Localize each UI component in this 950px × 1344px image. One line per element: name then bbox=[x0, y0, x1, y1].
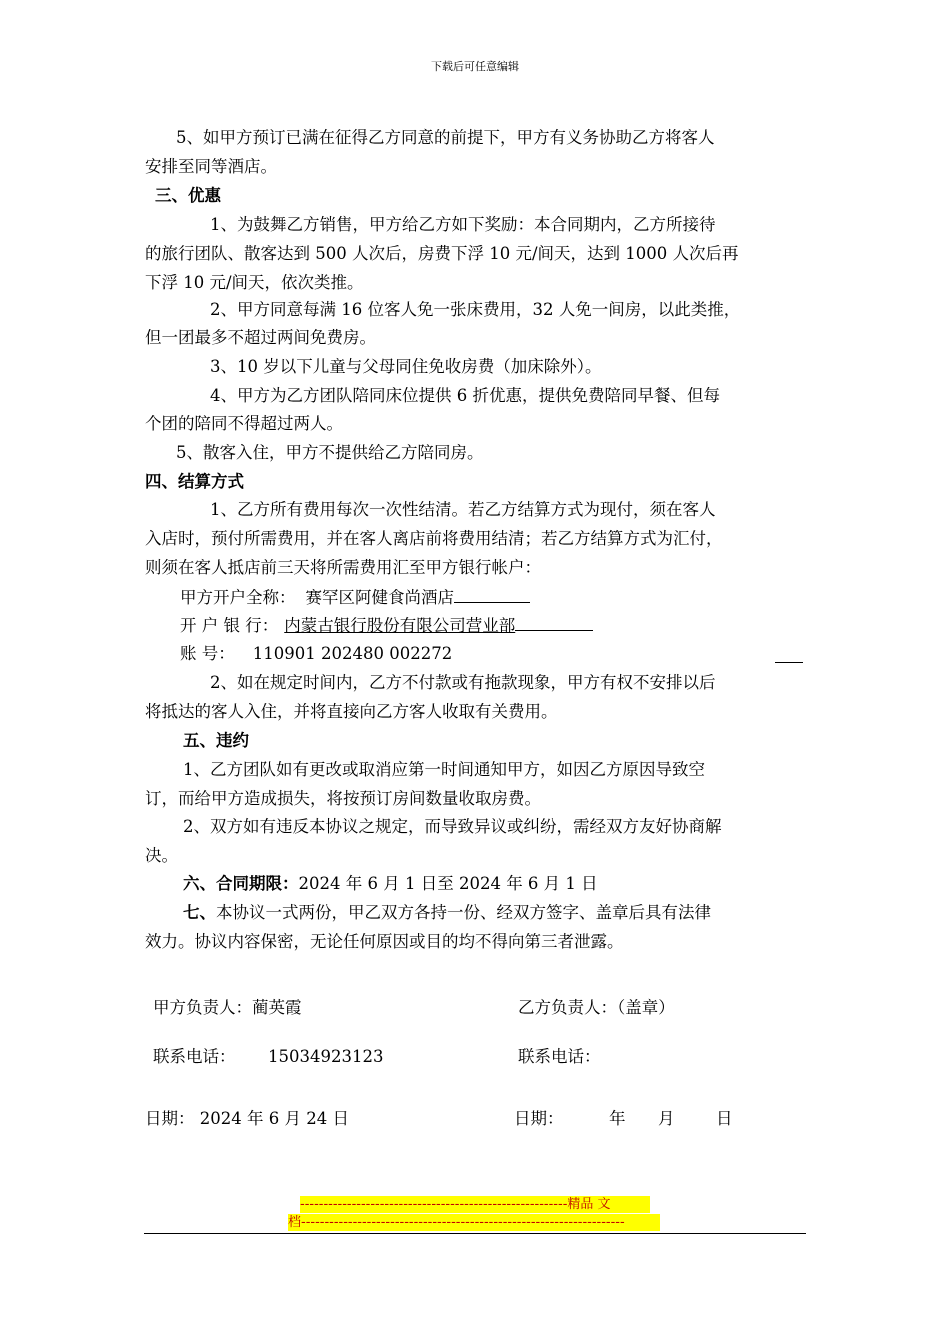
clause-5-2-line1: 2、双方如有违反本协议之规定，而导致异议或纠纷，需经双方友好协商解 bbox=[183, 817, 722, 836]
clause-5-1-line1: 1、乙方团队如有更改或取消应第一时间通知甲方，如因乙方原因导致空 bbox=[183, 760, 705, 779]
footer-rule bbox=[144, 1233, 806, 1234]
footer-line1: ---------------------------------------------------------精品 文 bbox=[300, 1196, 650, 1213]
clause-4-2-line2: 将抵达的客人入住，并将直接向乙方客人收取有关费用。 bbox=[145, 702, 558, 721]
bank-row bbox=[180, 614, 593, 637]
clause-2-5-line2: 安排至同等酒店。 bbox=[145, 157, 277, 176]
clause-5-2-line2: 决。 bbox=[145, 846, 178, 865]
section-3-heading: 三、优惠 bbox=[155, 186, 221, 205]
bank-value: 内蒙古银行股份有限公司营业部 bbox=[284, 616, 516, 635]
clause-3-4-line1: 4、甲方为乙方团队陪同床位提供 6 折优惠，提供免费陪同早餐、但每 bbox=[210, 386, 720, 405]
section-6-heading: 六、合同期限： bbox=[183, 874, 299, 893]
account-name-label: 甲方开户全称： bbox=[180, 588, 296, 607]
clause-7-line2: 效力。协议内容保密，无论任何原因或目的均不得向第三者泄露。 bbox=[145, 932, 624, 951]
clause-3-2-line1: 2、甲方同意每满 16 位客人免一张床费用，32 人免一间房，以此类推， bbox=[210, 300, 741, 319]
clause-4-1-line2: 入店时，预付所需费用，并在客人离店前将费用结清；若乙方结算方式为汇付， bbox=[145, 529, 723, 548]
clause-3-4-line2: 个团的陪同不得超过两人。 bbox=[145, 414, 343, 433]
party-b-day: 日 bbox=[716, 1109, 733, 1128]
party-b-person: 乙方负责人：（盖章） bbox=[518, 998, 675, 1017]
contract-term: 2024 年 6 月 1 日至 2024 年 6 月 1 日 bbox=[298, 874, 598, 893]
party-b-year: 年 bbox=[609, 1109, 626, 1128]
account-name-row bbox=[180, 586, 530, 609]
section-6-row bbox=[183, 873, 598, 895]
section-7-row bbox=[183, 902, 711, 924]
section-5-heading: 五、违约 bbox=[183, 731, 249, 750]
party-b-phone-label: 联系电话： bbox=[518, 1047, 601, 1066]
clause-3-2-line2: 但一团最多不超过两间免费房。 bbox=[145, 328, 376, 347]
clause-3-5: 5、散客入住，甲方不提供给乙方陪同房。 bbox=[176, 443, 484, 462]
section-7-heading: 七、 bbox=[183, 903, 216, 922]
account-name-blank bbox=[454, 586, 530, 603]
bank-label: 开 户 银 行： bbox=[180, 616, 279, 635]
party-a-phone: 15034923123 bbox=[268, 1047, 384, 1066]
clause-4-1-line3: 则须在客人抵店前三天将所需费用汇至甲方银行帐户： bbox=[145, 558, 541, 577]
account-number-label: 账 号： bbox=[180, 644, 235, 663]
clause-3-1-line2: 的旅行团队、散客达到 500 人次后，房费下浮 10 元/间天，达到 1000 人次后再 bbox=[145, 244, 739, 263]
page-header: 下载后可任意编辑 bbox=[431, 60, 519, 73]
party-a-date: 日期： 2024 年 6 月 24 日 bbox=[145, 1109, 349, 1128]
bank-blank bbox=[515, 614, 593, 631]
clause-3-1-line3: 下浮 10 元/间天，依次类推。 bbox=[145, 273, 364, 292]
clause-3-3: 3、10 岁以下儿童与父母同住免收房费（加床除外）。 bbox=[210, 357, 602, 376]
account-number-value: 110901 202480 002272 bbox=[252, 644, 453, 663]
clause-4-1-line1: 1、乙方所有费用每次一次性结清。若乙方结算方式为现付，须在客人 bbox=[210, 500, 716, 519]
clause-3-1-line1: 1、为鼓舞乙方销售，甲方给乙方如下奖励：本合同期内，乙方所接待 bbox=[210, 215, 716, 234]
clause-2-5-line1: 5、如甲方预订已满在征得乙方同意的前提下，甲方有义务协助乙方将客人 bbox=[176, 128, 715, 147]
party-b-month: 月 bbox=[658, 1109, 675, 1128]
party-a-person: 甲方负责人：蔺英霞 bbox=[153, 998, 302, 1017]
account-name-value: 赛罕区阿健食尚酒店 bbox=[305, 588, 454, 607]
clause-7-line1: 本协议一式两份，甲乙双方各持一份、经双方签字、盖章后具有法律 bbox=[216, 903, 711, 922]
account-number-row bbox=[180, 643, 452, 665]
section-4-heading: 四、结算方式 bbox=[145, 472, 244, 491]
footer-line2: 档--------------------------------------------------------------------- bbox=[288, 1214, 660, 1231]
clause-4-2-line1: 2、如在规定时间内，乙方不付款或有拖款现象，甲方有权不安排以后 bbox=[210, 673, 716, 692]
party-a-phone-label: 联系电话： bbox=[153, 1047, 236, 1066]
party-b-date-label: 日期： bbox=[514, 1109, 564, 1128]
clause-5-1-line2: 订，而给甲方造成损失，将按预订房间数量收取房费。 bbox=[145, 789, 541, 808]
account-number-blank bbox=[775, 662, 803, 663]
